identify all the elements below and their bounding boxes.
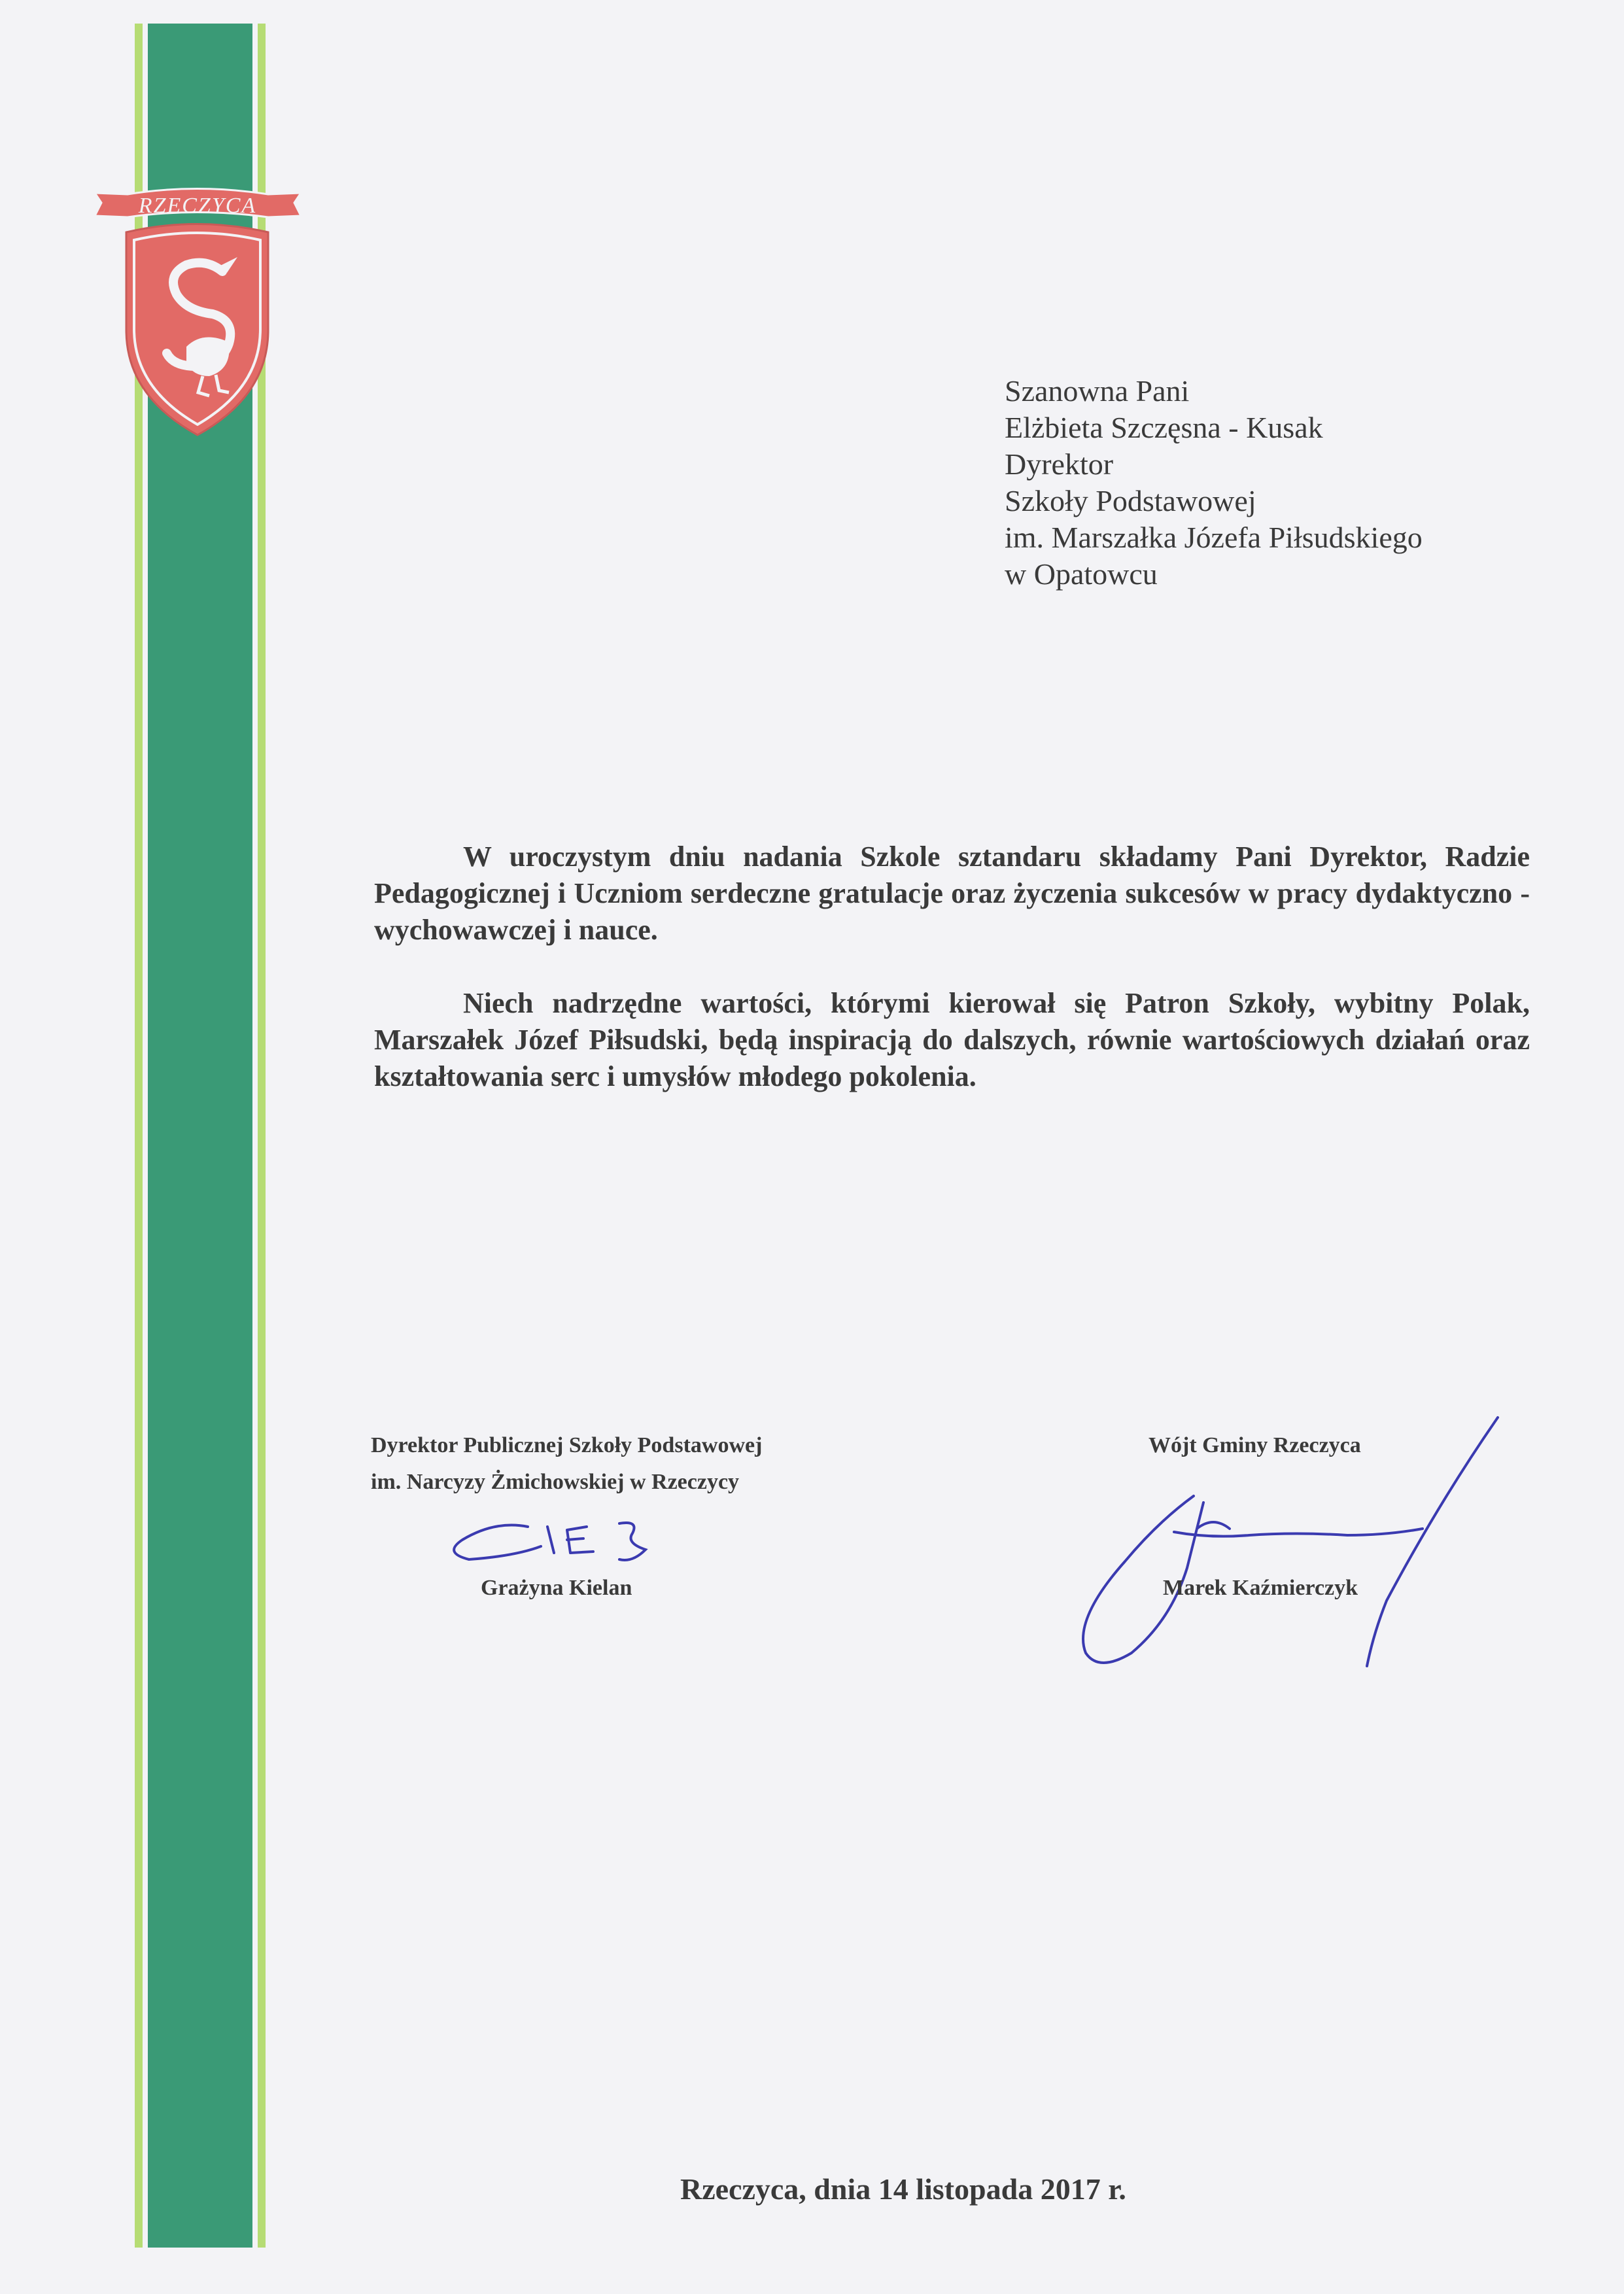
signatory-role: Wójt Gminy Rzeczyca <box>1149 1433 1361 1457</box>
signatory-name: Grażyna Kielan <box>481 1576 632 1600</box>
signature-block-right <box>1046 1427 1504 1702</box>
signatory-role <box>371 1427 868 1501</box>
signature-block-left <box>371 1427 868 1600</box>
coat-of-arms-crest <box>88 180 307 438</box>
body-paragraph: W uroczystym dniu nadania Szkole sztandaru składamy Pani Dyrektor, Radzie Pedagogicznej i Uczniom serdeczne gratulacje oraz życzenia sukcesów w pracy dydaktyczno - wychowawczej i nauce. <box>374 841 1530 946</box>
address-line: w Opatowcu <box>1005 557 1158 591</box>
letter-body <box>374 839 1530 1132</box>
role-line: im. Narcyzy Żmichowskiej w Rzeczycy <box>371 1470 740 1494</box>
address-line: Dyrektor <box>1005 447 1114 481</box>
body-paragraph: Niech nadrzędne wartości, którymi kierował się Patron Szkoły, wybitny Polak, Marszałek Józef Piłsudski, będą inspiracją do dalszych, równie wartościowych działań oraz kształtowania serc i umysłów młodego pokolenia. <box>374 987 1530 1092</box>
crest-banner-text: RZECZYCA <box>138 194 257 218</box>
role-line: Dyrektor Publicznej Szkoły Podstawowej <box>371 1433 763 1457</box>
recipient-address <box>1005 373 1423 593</box>
address-line: Szanowna Pani <box>1005 374 1190 408</box>
signatory-name: Marek Kaźmierczyk <box>1163 1576 1358 1600</box>
place-and-date: Rzeczyca, dnia 14 listopada 2017 r. <box>680 2172 1126 2206</box>
address-line: im. Marszałka Józefa Piłsudskiego <box>1005 521 1423 554</box>
address-line: Szkoły Podstawowej <box>1005 484 1256 517</box>
address-line: Elżbieta Szczęsna - Kusak <box>1005 411 1323 444</box>
